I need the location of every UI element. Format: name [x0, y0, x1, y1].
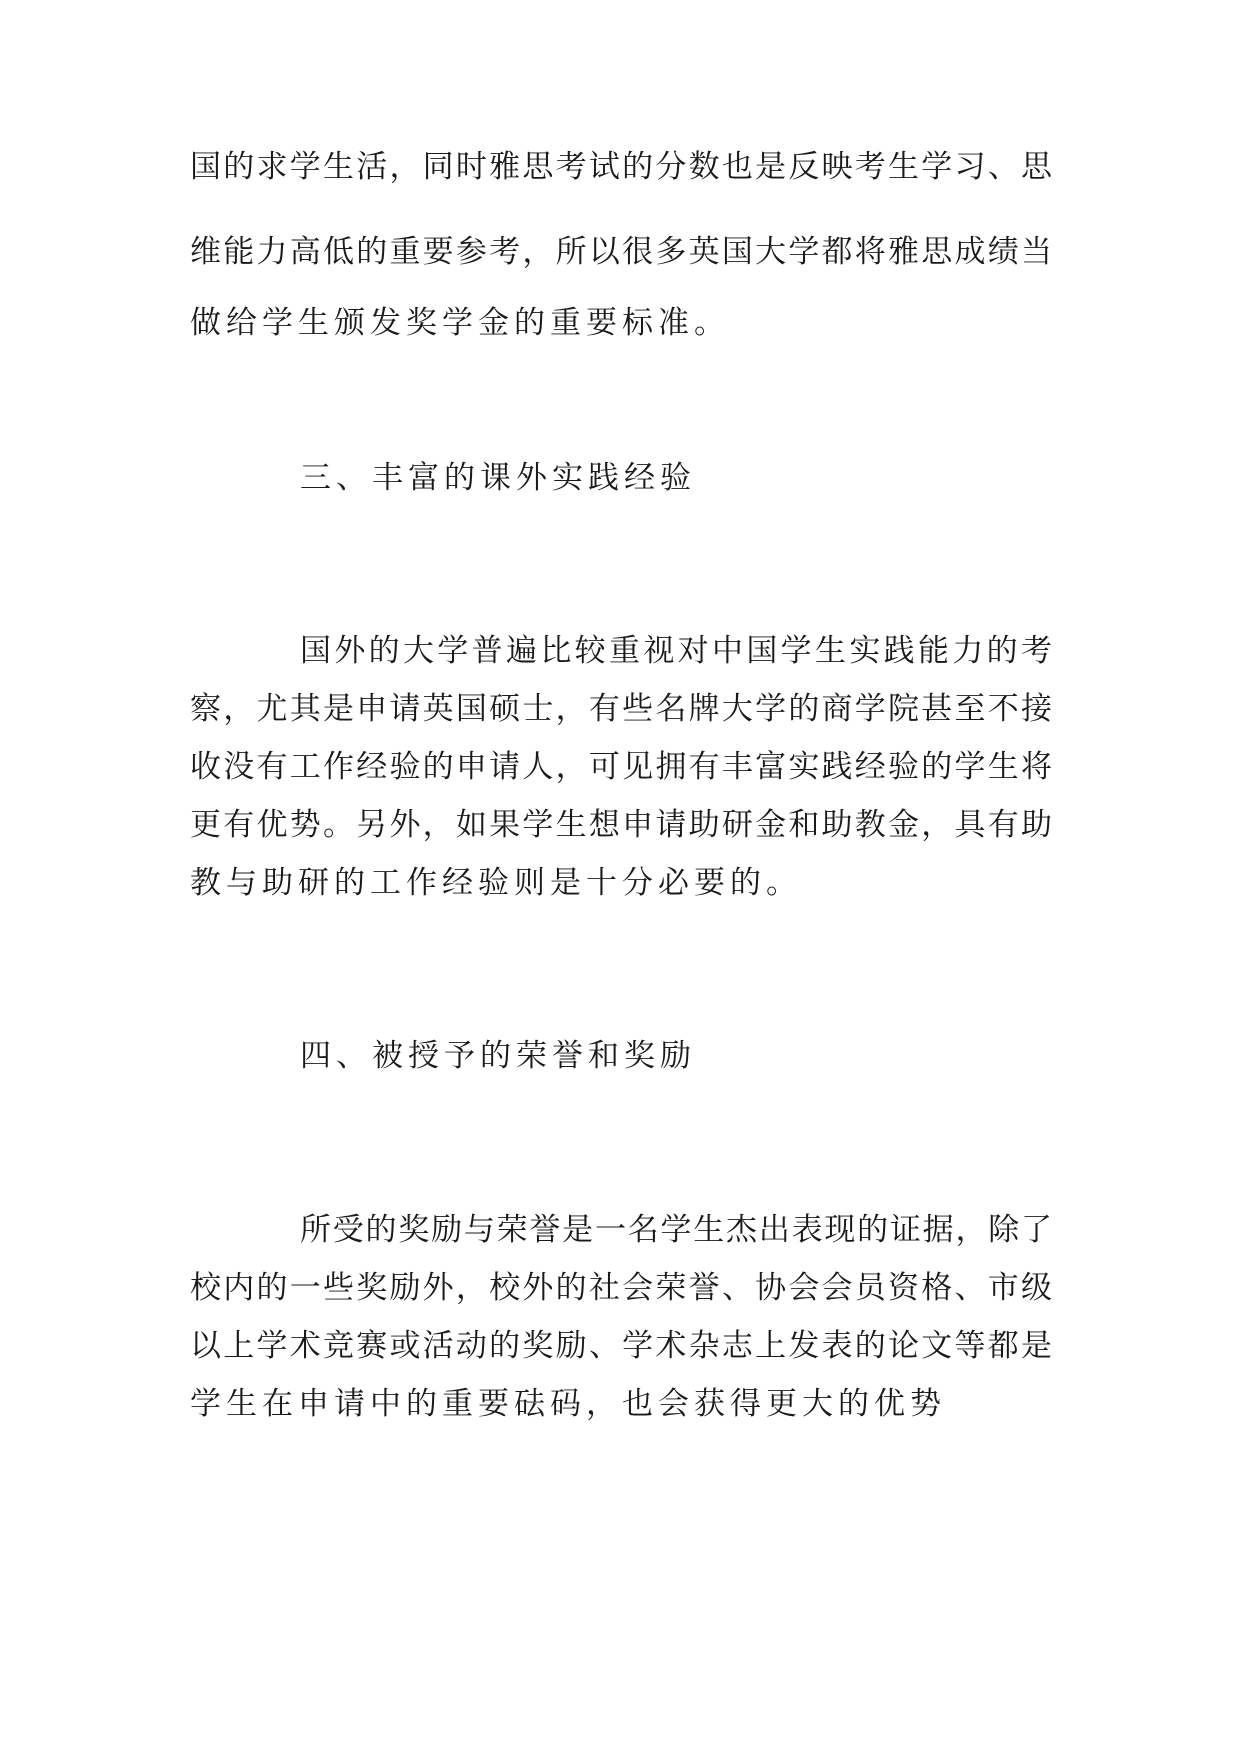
paragraph-1-line-2: 维能力高低的重要参考，所以很多英国大学都将雅思成绩当	[190, 234, 1052, 270]
paragraph-3-line-1: 所受的奖励与荣誉是一名学生杰出表现的证据，除了	[300, 1212, 1052, 1248]
paragraph-3-line-2: 校内的一些奖励外，校外的社会荣誉、协会会员资格、市级	[190, 1270, 1052, 1306]
section-heading-3: 三、丰富的课外实践经验	[300, 460, 696, 496]
paragraph-2-line-1: 国外的大学普遍比较重视对中国学生实践能力的考	[300, 633, 1052, 669]
paragraph-2-line-4: 更有优势。另外，如果学生想申请助研金和助教金，具有助	[190, 807, 1052, 843]
paragraph-1-line-1: 国的求学生活，同时雅思考试的分数也是反映考生学习、思	[190, 149, 1052, 185]
paragraph-1-line-3: 做给学生颁发奖学金的重要标准。	[190, 305, 730, 341]
paragraph-2-line-3: 收没有工作经验的申请人，可见拥有丰富实践经验的学生将	[190, 749, 1052, 785]
paragraph-2-line-5: 教与助研的工作经验则是十分必要的。	[190, 865, 802, 901]
paragraph-3-line-4: 学生在申请中的重要砝码，也会获得更大的优势	[190, 1386, 946, 1422]
paragraph-2-line-2: 察，尤其是申请英国硕士，有些名牌大学的商学院甚至不接	[190, 691, 1052, 727]
section-heading-4: 四、被授予的荣誉和奖励	[300, 1038, 696, 1074]
paragraph-3-line-3: 以上学术竞赛或活动的奖励、学术杂志上发表的论文等都是	[190, 1328, 1052, 1364]
